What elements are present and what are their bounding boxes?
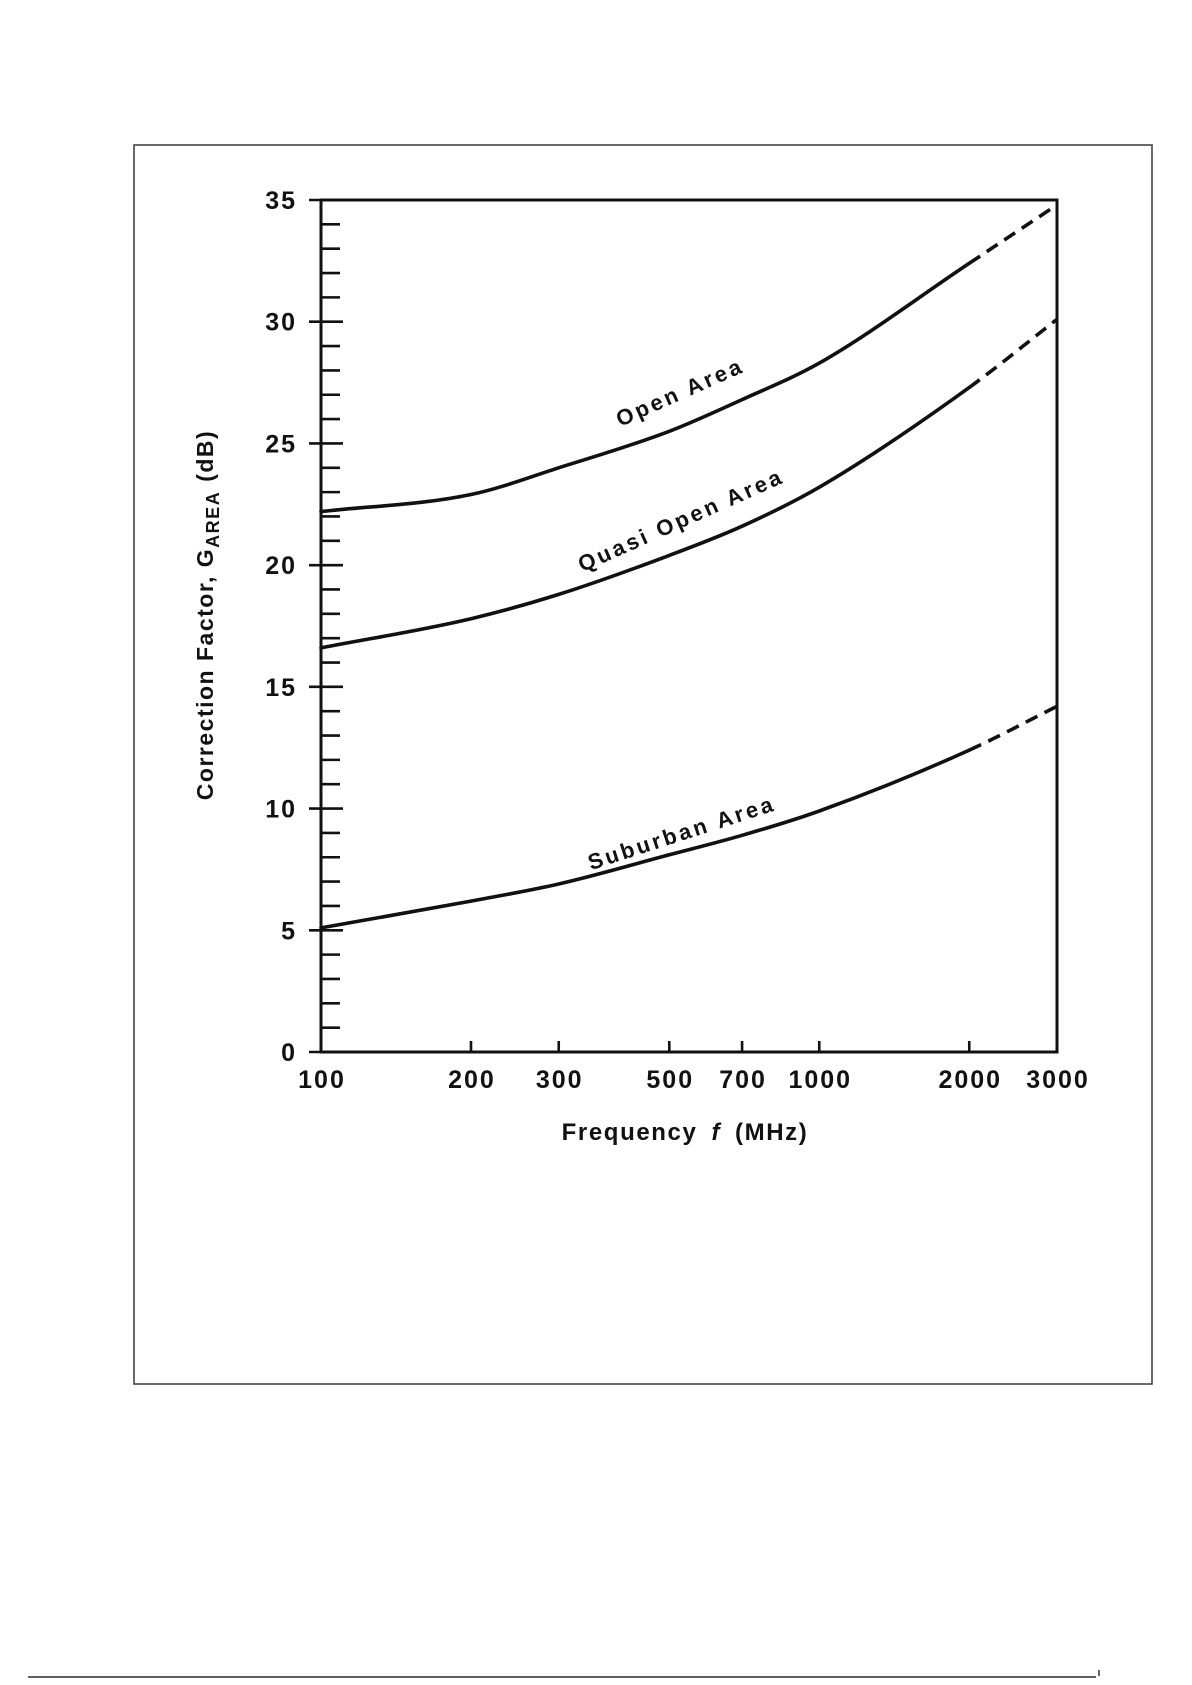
x-axis-ticks <box>298 1041 1090 1094</box>
plot-area <box>265 187 1090 1094</box>
x-axis-label <box>562 1119 809 1146</box>
x-axis-label-unit: (MHz) <box>735 1119 809 1146</box>
y-tick-label: 35 <box>265 187 297 215</box>
y-tick-label: 0 <box>281 1039 297 1067</box>
x-axis-label-text: Frequency <box>561 1119 698 1146</box>
y-axis-label-text: Correction Factor, G <box>192 547 218 801</box>
series-quasi-open-area-curve <box>321 387 969 648</box>
y-axis-ticks <box>265 187 343 1067</box>
series-quasi-open-area-dashed-extension <box>969 319 1057 387</box>
series-label-suburban-area: Suburban Area <box>584 790 779 876</box>
x-tick-label: 300 <box>535 1066 584 1094</box>
series-suburban-area-dashed-extension <box>969 706 1057 750</box>
x-axis-label-variable: f <box>711 1119 722 1146</box>
y-tick-label: 30 <box>265 308 297 337</box>
y-tick-label: 25 <box>265 430 297 459</box>
x-tick-label: 3000 <box>1026 1066 1090 1094</box>
x-tick-label: 2000 <box>938 1066 1003 1094</box>
x-tick-label: 500 <box>646 1066 695 1094</box>
y-axis-label <box>192 430 223 800</box>
series-open-area-dashed-extension <box>969 205 1057 263</box>
y-axis-label-unit: (dB) <box>192 429 218 482</box>
series-label-quasi-open-area: Quasi Open Area <box>574 463 788 577</box>
x-tick-label: 700 <box>719 1066 767 1094</box>
y-axis-label-subscript: AREA <box>203 490 223 548</box>
series-label-open-area: Open Area <box>612 352 748 432</box>
y-tick-label: 20 <box>265 552 297 581</box>
x-tick-label: 200 <box>448 1066 496 1094</box>
series-open-area-curve <box>321 263 969 511</box>
x-tick-label: 100 <box>298 1066 346 1094</box>
x-tick-label: 1000 <box>788 1066 853 1094</box>
y-tick-label: 15 <box>265 673 297 702</box>
y-tick-label: 5 <box>281 917 297 946</box>
y-tick-label: 10 <box>265 795 297 824</box>
